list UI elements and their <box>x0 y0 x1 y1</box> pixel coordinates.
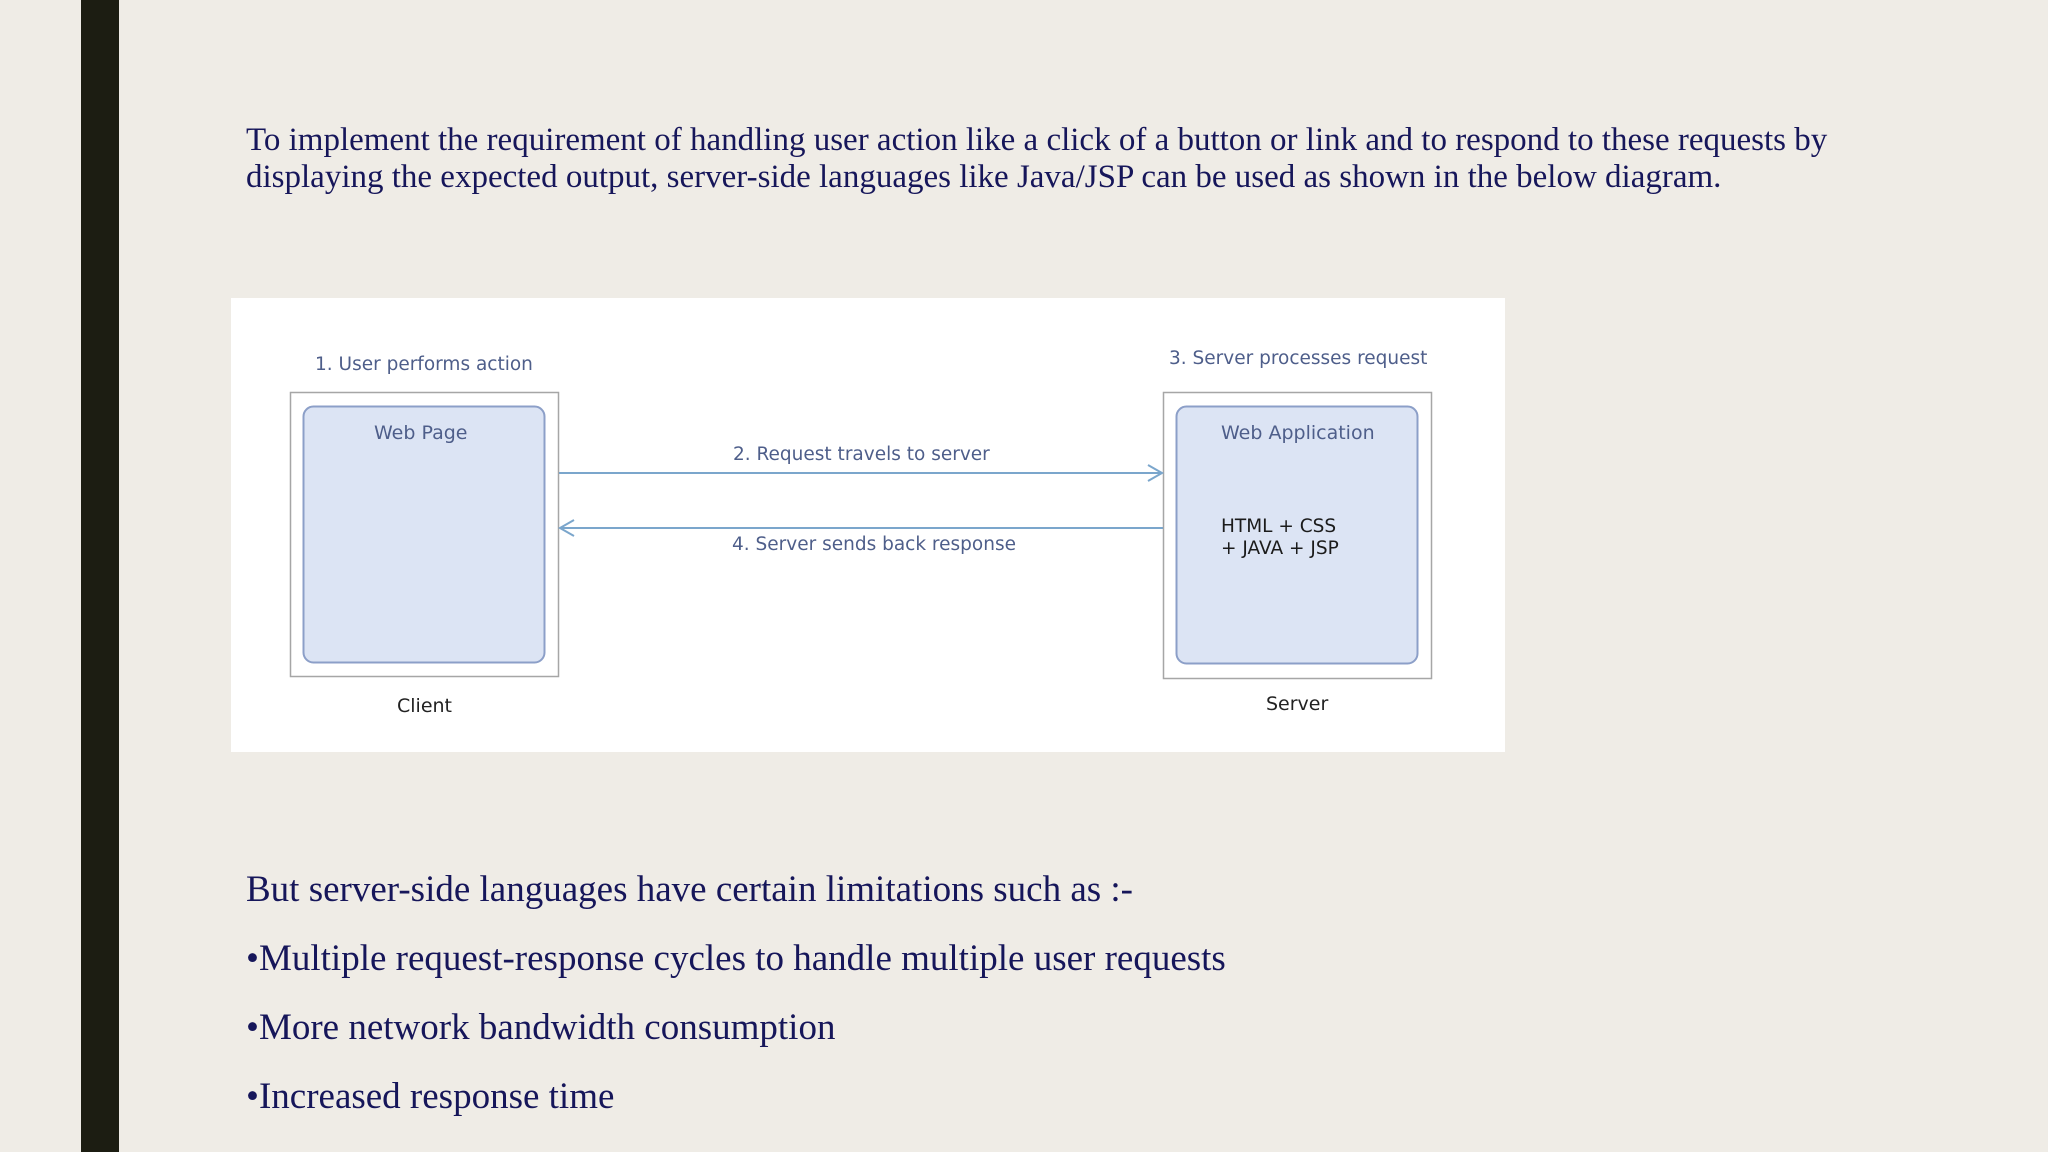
slide-left-accent-bar <box>81 0 119 1152</box>
web-application-label: Web Application <box>1221 422 1375 444</box>
client-label: Client <box>397 695 453 717</box>
limitations-heading: But server-side languages have certain limitations such as :- <box>246 869 1133 910</box>
tech-stack-line-2: + JAVA + JSP <box>1221 538 1339 559</box>
server-label: Server <box>1266 693 1329 715</box>
limitation-item: •Multiple request-response cycles to handle multiple user requests <box>246 938 1226 979</box>
web-page-label: Web Page <box>374 422 468 444</box>
limitation-item: •More network bandwidth consumption <box>246 1007 836 1048</box>
server-tech-stack <box>1221 516 1339 560</box>
limitation-item: •Increased response time <box>246 1076 615 1117</box>
step-3-caption: 3. Server processes request <box>1169 348 1428 369</box>
tech-stack-line-1: HTML + CSS <box>1221 516 1337 537</box>
limitations-list <box>246 862 1746 1138</box>
step-4-caption: 4. Server sends back response <box>732 534 1016 555</box>
client-server-diagram <box>231 298 1505 752</box>
step-1-caption: 1. User performs action <box>315 354 533 375</box>
intro-paragraph: To implement the requirement of handling user action like a click of a button or link and to respond to these requests by displaying the expected output, server-side languages like Java/JSP can be used as shown in the below diagram. <box>246 122 1828 195</box>
step-2-caption: 2. Request travels to server <box>733 444 990 465</box>
web-page-box <box>304 407 545 663</box>
